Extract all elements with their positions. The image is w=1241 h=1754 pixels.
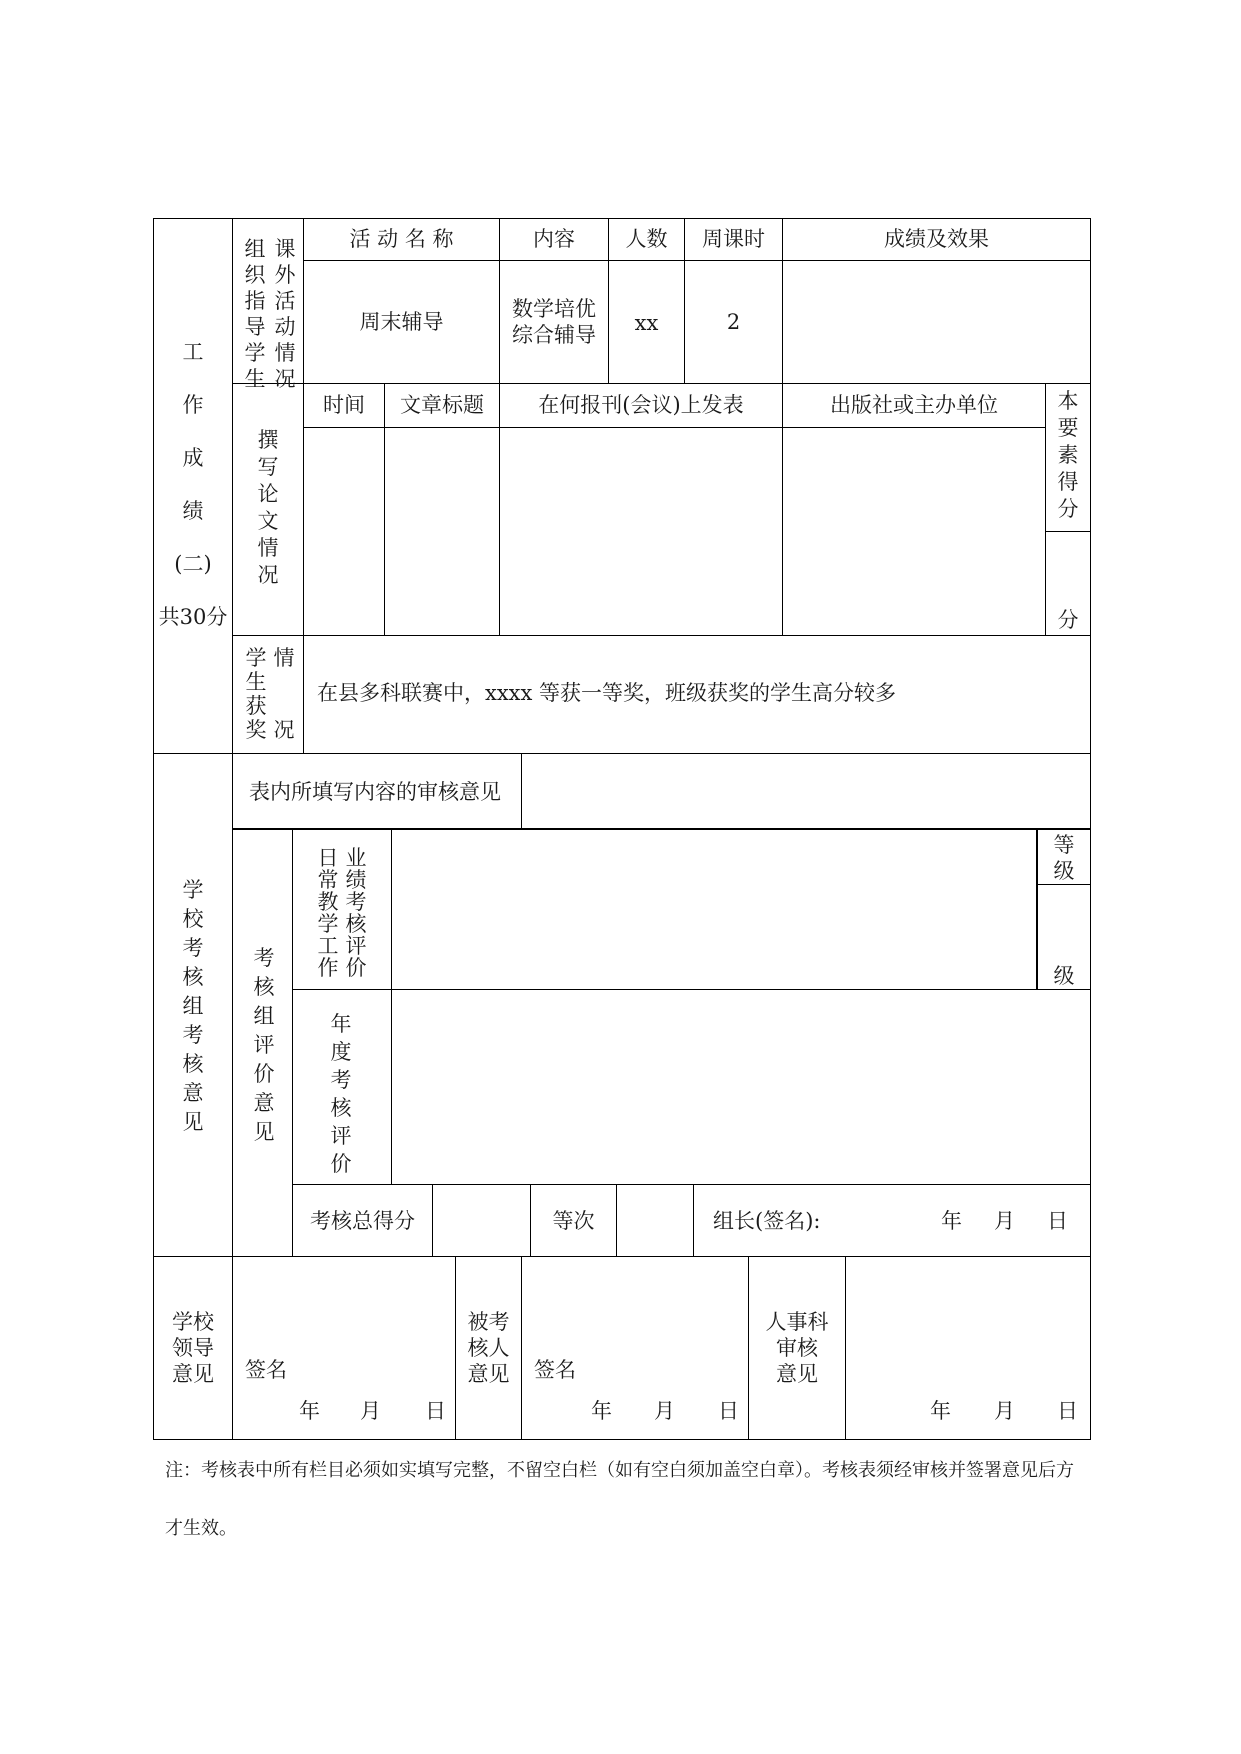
hr-date-day: 日 bbox=[1057, 1399, 1078, 1423]
activity-name-value: 周末辅导 bbox=[359, 310, 444, 334]
activity-content-line2: 综合辅导 bbox=[512, 323, 596, 347]
hr-date-month: 月 bbox=[994, 1399, 1015, 1423]
rank-label: 等次 bbox=[552, 1209, 595, 1233]
total-col-4 bbox=[693, 1184, 694, 1257]
paper-header-line bbox=[303, 427, 1046, 428]
score-divider-line bbox=[1045, 531, 1091, 532]
label-col-divider bbox=[303, 218, 304, 754]
activity-header-content: 内容 bbox=[533, 227, 575, 251]
review-opinion-label: 表内所填写内容的审核意见 bbox=[249, 780, 501, 804]
grade-divider bbox=[1037, 884, 1091, 885]
daily-label-col2: 业 绩 考 核 评 价 bbox=[345, 846, 367, 980]
paper-col-3 bbox=[782, 383, 783, 636]
footnote-line1: 注：考核表中所有栏目必须如实填写完整，不留空白栏（如有空白须加盖空白章）。考核表须经审核并签署意见后方 bbox=[165, 1460, 1074, 1481]
leader-date-year: 年 bbox=[299, 1399, 320, 1423]
total-col-1 bbox=[432, 1184, 433, 1257]
table-border-top bbox=[153, 218, 1091, 219]
grade-label: 等 级 bbox=[1053, 833, 1075, 883]
paper-header-journal: 在何报刊(会议)上发表 bbox=[538, 393, 744, 417]
activity-hours-value: 2 bbox=[726, 310, 741, 334]
leader-sign-field: 签名 bbox=[245, 1358, 287, 1382]
activity-label-col1: 课 外 活 动 情 况 bbox=[274, 237, 296, 391]
awards-label-col1: 学 生 获 奖 bbox=[245, 646, 267, 742]
paper-col-4 bbox=[1045, 383, 1046, 636]
panel-opinion-label: 考 核 组 评 价 意 见 bbox=[253, 946, 275, 1144]
sign-col-2 bbox=[521, 1256, 522, 1440]
section-divider-1 bbox=[153, 753, 1091, 754]
paper-col-1 bbox=[384, 383, 385, 636]
total-col-3 bbox=[616, 1184, 617, 1257]
date-month: 月 bbox=[994, 1209, 1015, 1233]
examinee-sign-field: 签名 bbox=[534, 1358, 576, 1382]
activity-header-line bbox=[303, 260, 1091, 261]
activity-header-count: 人数 bbox=[625, 227, 668, 251]
paper-bottom-line bbox=[232, 635, 1091, 636]
activity-bottom-line bbox=[232, 383, 1091, 384]
annual-bottom-line bbox=[292, 1184, 1091, 1185]
awards-text: 在县多科联赛中，xxxx 等获一等奖，班级获奖的学生高分较多 bbox=[317, 681, 897, 705]
page: 工 作 成 绩 (二) 共30分 课 外 活 动 情 况 组 织 指 导 学 生 活 动 名 称 内容 人数 周课时 成绩及效果 周末辅导 数学培优 综合辅导 xx 2 撰 写 论 文 情 况 时间 文章标题 在何报刊(会议)上发表 出版社或主办单位 本 要 素 得 分 分 学 生 获 奖 情 况 在县多科联赛中，xxxx 等获一等奖，班级获奖的学生高分较多 学 校 考 核 组 考 核 意 见 表内所填写内容的审核意见 考 核 组 评 价 意 见 日 常 教 学 工 作 业 绩 考 核 评 价 等 级 级 年 度 考 核 评 价 考核总得分 等次 组长(签名): 年 月 日 学校 领导 意见 签名 年 月 日 被考 核人 意见 签名 年 月 日 人事科 审核 意见 年 月 日 注：考核表中所有栏目必须如实填写完整，不留空白栏（如有空白须加盖空白章）。考核表须经审核并签署意见后方 才生效。 bbox=[0, 0, 1241, 1754]
activity-header-hours: 周课时 bbox=[702, 227, 765, 251]
review-bottom-line bbox=[232, 828, 1091, 830]
daily-label-col1: 日 常 教 学 工 作 bbox=[317, 846, 339, 980]
grade-unit: 级 bbox=[1053, 964, 1075, 988]
examinee-date-day: 日 bbox=[718, 1399, 739, 1423]
activity-count-value: xx bbox=[634, 311, 659, 335]
awards-label-col2: 情 况 bbox=[273, 646, 295, 742]
table-border-bottom bbox=[153, 1439, 1091, 1440]
paper-row-label: 撰 写 论 文 情 况 bbox=[257, 428, 279, 587]
panel-label-col bbox=[292, 829, 293, 1257]
paper-header-title: 文章标题 bbox=[400, 393, 484, 417]
date-year: 年 bbox=[941, 1209, 962, 1233]
daily-bottom-line bbox=[292, 989, 1091, 990]
score-label: 本 要 素 得 分 bbox=[1057, 389, 1079, 521]
section-divider-2 bbox=[153, 1256, 1091, 1257]
leader-date-day: 日 bbox=[425, 1399, 446, 1423]
paper-header-publisher: 出版社或主办单位 bbox=[830, 393, 998, 417]
hr-date-year: 年 bbox=[930, 1399, 951, 1423]
footnote-line2: 才生效。 bbox=[165, 1518, 237, 1539]
score-unit: 分 bbox=[1057, 608, 1079, 632]
paper-header-time: 时间 bbox=[323, 393, 365, 417]
activity-header-name: 活 动 名 称 bbox=[349, 227, 454, 251]
leader-sign-label: 组长(签名): bbox=[713, 1209, 821, 1233]
sub-label-col bbox=[391, 829, 392, 1185]
school-review-label: 学 校 考 核 组 考 核 意 见 bbox=[182, 878, 204, 1134]
total-score-label: 考核总得分 bbox=[310, 1209, 415, 1233]
examinee-date-month: 月 bbox=[654, 1399, 675, 1423]
leader-date-month: 月 bbox=[360, 1399, 381, 1423]
sign-col-4 bbox=[845, 1256, 846, 1440]
date-day: 日 bbox=[1047, 1209, 1068, 1233]
activity-header-result: 成绩及效果 bbox=[884, 227, 989, 251]
examinee-date-year: 年 bbox=[591, 1399, 612, 1423]
review-col bbox=[521, 753, 522, 829]
paper-col-2 bbox=[499, 383, 500, 636]
annual-review-label: 年 度 考 核 评 价 bbox=[330, 1012, 352, 1176]
activity-content-line1: 数学培优 bbox=[512, 297, 596, 321]
activity-label-col2: 组 织 指 导 学 生 bbox=[244, 237, 266, 391]
